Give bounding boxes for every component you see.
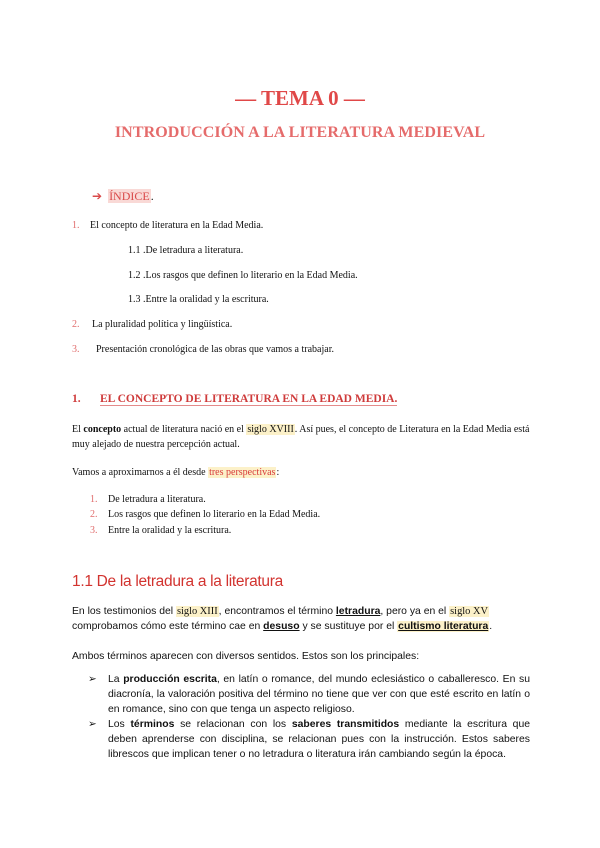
index-item: 2. La pluralidad política y lingüística. — [72, 319, 233, 330]
paragraph: Ambos términos aparecen con diversos sentidos. Estos son los principales: — [72, 651, 420, 662]
subsection-heading: 1.1 De la letradura a la literatura — [72, 573, 283, 590]
index-subitem: 1.1 .De letradura a literatura. — [128, 245, 244, 256]
paragraph: Vamos a aproximarnos a él desde tres perspectivas: — [72, 467, 280, 478]
index-item: 1. El concepto de literatura en la Edad Media. — [72, 220, 264, 231]
list-item: 1. De letradura a literatura. — [90, 494, 206, 505]
index-item: 3. Presentación cronológica de las obras que vamos a trabajar. — [72, 344, 334, 355]
arrowhead-bullet-icon: ➢ — [88, 674, 97, 685]
index-label: ÍNDICE — [109, 189, 150, 203]
highlight: tres perspectivas — [209, 467, 276, 478]
paragraph: El concepto actual de literatura nació en el siglo XVIII. Así pues, el concepto de Literatura en la Edad Media está muy alejado de nuestra percepción actual. — [72, 424, 530, 450]
arrowhead-bullet-icon: ➢ — [88, 719, 97, 730]
bullet-item: ➢ Los términos se relacionan con los saberes transmitidos mediante la escritura que deben aprenderse con disciplina, se relacionan pues con la instrucción. Estos saberes librescos que implican tener o no letradura o literatura irán cambiando según la época. — [88, 719, 531, 760]
index-subitem: 1.3 .Entre la oralidad y la escritura. — [128, 294, 269, 305]
bullet-item: ➢ La producción escrita, en latín o romance, del mundo eclesiástico o caballeresco. En su diacronía, la valoración positiva del término no tiene que ver con que esté escrito en latín o en romance, sino con que tenga un aspecto religioso. — [88, 674, 530, 715]
section-heading: 1. EL CONCEPTO DE LITERATURA EN LA EDAD MEDIA. — [72, 393, 398, 405]
arrow-right-icon: ➔ — [92, 189, 103, 203]
index-heading: ➔ ÍNDICE. — [92, 189, 154, 203]
page-subtitle: INTRODUCCIÓN A LA LITERATURA MEDIEVAL — [114, 124, 486, 141]
page-title: — TEMA 0 — — [235, 86, 365, 110]
list-item: 2. Los rasgos que definen lo literario en la Edad Media. — [90, 509, 321, 520]
list-item: 3. Entre la oralidad y la escritura. — [90, 525, 232, 536]
paragraph: En los testimonios del siglo XIII, encontramos el término letradura, pero ya en el siglo XV comprobamos cómo este término cae en desuso y se sustituye por el cultismo literatura. — [72, 606, 493, 632]
index-subitem: 1.2 .Los rasgos que definen lo literario en la Edad Media. — [128, 270, 358, 281]
